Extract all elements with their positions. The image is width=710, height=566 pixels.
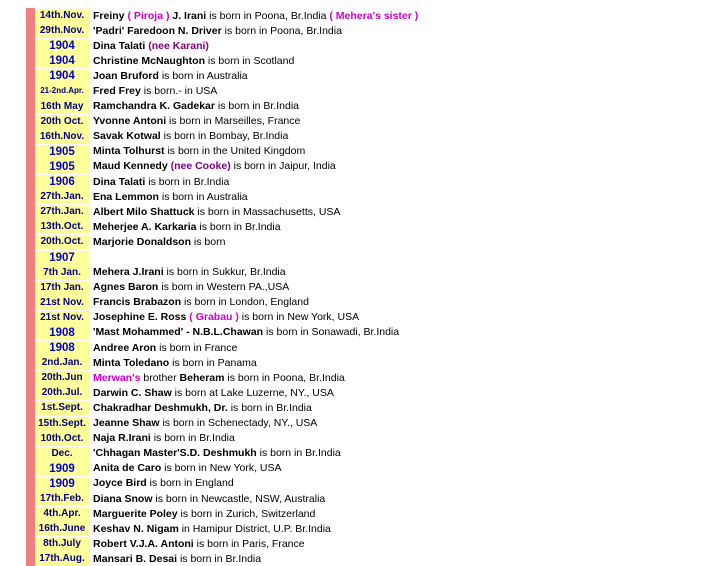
event-text-part: is born in Br.India [145,175,230,188]
timeline-row [26,551,418,566]
timeline-row [26,340,418,355]
row-marker [26,144,35,159]
event-text [89,219,418,234]
event-text-part: Andree Aron [93,341,157,354]
date-cell: 17th.Feb. [35,491,89,506]
event-text [89,144,418,159]
row-marker [26,159,35,174]
timeline-row [26,189,418,204]
event-text-part: Robert V.J.A. Antoni [93,537,194,550]
date-cell: 8th.July [35,536,89,551]
timeline-row [26,370,418,385]
event-text-part: is born in Jaipur, India [230,160,336,173]
date-cell: Dec. [35,446,89,461]
event-text-part: Ramchandra K. Gadekar [93,100,215,113]
event-text [89,385,418,400]
event-text-part: Albert Milo Shattuck [93,205,195,218]
row-marker [26,219,35,234]
event-text-part: 'Padri' Faredoon N. Driver [93,24,222,37]
event-text-part: Fred Frey [93,84,141,97]
event-text-part: Maud Kennedy [93,160,171,173]
timeline-row [26,129,418,144]
row-marker [26,416,35,431]
event-text-part: Minta Toledano [93,356,170,369]
event-text [89,265,418,280]
date-cell: 1905 [35,144,89,159]
date-cell: 17th.Aug. [35,551,89,566]
event-text-part: is born in Poona, Br.India [224,371,345,384]
date-cell: 21st Nov. [35,310,89,325]
event-text [89,250,418,265]
row-marker [26,431,35,446]
event-text [89,431,418,446]
event-text-part: in Hamipur District, U.P. Br.India [178,522,331,535]
timeline-row [26,461,418,476]
row-marker [26,461,35,476]
event-text [89,204,418,219]
timeline-row [26,416,418,431]
event-text-part: J. Irani [169,9,207,22]
date-cell: 29th.Nov. [35,23,89,38]
event-text-part: Mansari B. Desai [93,552,178,565]
event-text [89,68,418,83]
date-cell: 20th.Jun [35,370,89,385]
event-text [89,521,418,536]
event-text-part: Marguerite Poley [93,507,178,520]
date-cell: 27th.Jan. [35,204,89,219]
event-text-part: is born in Poona, Br.India [206,9,330,22]
date-cell: 4th.Apr. [35,506,89,521]
date-cell: 1908 [35,325,89,340]
timeline-row [26,355,418,370]
event-text-part: is born [191,235,226,248]
event-text-part: is born in Massachusetts, USA [194,205,341,218]
event-text-part: ( Grabau ) [189,311,239,324]
timeline-row [26,8,418,23]
event-text [89,234,418,249]
event-text-part: is born in Western PA.,USA [158,281,290,294]
event-text-part: Chakradhar Deshmukh, Dr. [93,401,228,414]
event-text-part: is born in Australia [158,69,248,82]
event-text [89,129,418,144]
timeline-row [26,144,418,159]
date-cell: 1908 [35,340,89,355]
event-text-part: Joan Bruford [93,69,159,82]
row-marker [26,234,35,249]
date-cell: 1905 [35,159,89,174]
date-cell: 21-2nd.Apr. [35,83,89,98]
event-text-part: is born in Paris, France [193,537,305,550]
event-text-part: Minta Tolhurst [93,145,165,158]
row-marker [26,476,35,491]
event-text-part: ( Mehera's sister ) [329,9,419,22]
event-text-part: is born in New York, USA [238,311,360,324]
event-text-part: Dina Talati [93,39,149,52]
event-text-part: is born in France [156,341,238,354]
row-marker [26,83,35,98]
event-text-part: is born in Newcastle, NSW, Australia [152,492,326,505]
row-marker [26,250,35,265]
event-text-part: Beheram [179,371,225,384]
event-text [89,400,418,415]
date-cell: 20th Oct. [35,114,89,129]
event-text-part: is born in Sukkur, Br.India [163,266,286,279]
event-text-part: is born in Poona, Br.India [221,24,342,37]
date-cell: 21st Nov. [35,295,89,310]
timeline-row [26,38,418,53]
event-text-part: is born in England [146,477,234,490]
event-text [89,53,418,68]
event-text-part: Merwan's [93,371,141,384]
event-text-part: Freiny [93,9,128,22]
timeline-table [26,8,418,566]
event-text [89,83,418,98]
timeline-row [26,114,418,129]
event-text-part: is born in Br.India [150,432,235,445]
row-marker [26,99,35,114]
date-cell: 27th.Jan. [35,189,89,204]
timeline-row [26,521,418,536]
event-text-part: is born in Panama [169,356,257,369]
row-marker [26,23,35,38]
event-text-part: Christine McNaughton [93,54,205,67]
date-cell: 1909 [35,461,89,476]
event-text-part: Diana Snow [93,492,153,505]
date-cell: 10th.Oct. [35,431,89,446]
event-text-part: Agnes Baron [93,281,159,294]
event-text [89,99,418,114]
event-text-part: is born in Br.India [177,552,262,565]
event-text-part: 'Mast Mohammed' - N.B.L.Chawan [93,326,264,339]
row-marker [26,265,35,280]
row-marker [26,521,35,536]
date-cell: 16th.June [35,521,89,536]
row-marker [26,310,35,325]
row-marker [26,53,35,68]
event-text [89,325,418,340]
date-cell: 13th.Oct. [35,219,89,234]
event-text-part: is born.- in USA [140,84,218,97]
row-marker [26,280,35,295]
timeline-row [26,536,418,551]
row-marker [26,174,35,189]
date-cell: 16th May [35,99,89,114]
timeline-body [26,8,418,566]
timeline-row [26,219,418,234]
event-text-part: Marjorie Donaldson [93,235,192,248]
event-text-part: is born in Br.India [214,100,300,113]
row-marker [26,370,35,385]
timeline-row [26,204,418,219]
event-text-part: brother [140,371,180,384]
row-marker [26,325,35,340]
row-marker [26,491,35,506]
date-cell: 1904 [35,68,89,83]
event-text [89,310,418,325]
row-marker [26,68,35,83]
event-text-part: is born in Bombay, Br.India [160,130,289,143]
date-cell: 20th.Jul. [35,385,89,400]
row-marker [26,129,35,144]
event-text [89,551,418,566]
event-text-part: is born at Lake Luzerne, NY., USA [171,386,334,399]
row-marker [26,114,35,129]
row-marker [26,38,35,53]
event-text-part: Savak Kotwal [93,130,161,143]
timeline-row [26,265,418,280]
event-text-part: ( Piroja ) [127,9,170,22]
event-text [89,189,418,204]
timeline-row [26,280,418,295]
event-text [89,476,418,491]
event-text-part: Josephine E. Ross [93,311,190,324]
date-cell: 1904 [35,53,89,68]
event-text-part: is born in New York, USA [161,462,282,475]
timeline-row [26,68,418,83]
timeline-row [26,83,418,98]
event-text-part: is born in Marseilles, France [166,115,301,128]
date-cell: 1st.Sept. [35,400,89,415]
timeline-row [26,491,418,506]
timeline-row [26,310,418,325]
row-marker [26,506,35,521]
timeline-row [26,446,418,461]
row-marker [26,446,35,461]
event-text-part: is born in Australia [158,190,248,203]
timeline-row [26,174,418,189]
row-marker [26,295,35,310]
event-text [89,446,418,461]
row-marker [26,8,35,23]
event-text [89,506,418,521]
date-cell: 1909 [35,476,89,491]
event-text-part: Dina Talati [93,175,146,188]
date-cell: 14th.Nov. [35,8,89,23]
timeline-row [26,476,418,491]
event-text [89,280,418,295]
date-cell: 20th.Oct. [35,234,89,249]
event-text [89,355,418,370]
date-cell: 17th Jan. [35,280,89,295]
event-text-part: is born in Br.India [196,220,281,233]
timeline-row [26,159,418,174]
row-marker [26,355,35,370]
event-text [89,461,418,476]
row-marker [26,400,35,415]
event-text-part: (nee Karani) [148,39,209,52]
event-text [89,536,418,551]
timeline-row [26,431,418,446]
date-cell: 1906 [35,174,89,189]
event-text-part: 'Chhagan Master'S.D. Deshmukh [93,447,257,460]
event-text [89,295,418,310]
event-text [89,416,418,431]
event-text-part: is born in Schenectady, NY., USA [159,417,318,430]
event-text [89,174,418,189]
event-text-part: Yvonne Antoni [93,115,167,128]
event-text-part: is born in Br.India [256,447,341,460]
event-text [89,340,418,355]
row-marker [26,340,35,355]
event-text [89,8,418,23]
event-text-part: Darwin C. Shaw [93,386,172,399]
event-text-part: is born in London, England [181,296,309,309]
date-cell: 1907 [35,250,89,265]
timeline-row [26,99,418,114]
event-text [89,23,418,38]
event-text-part: is born in Sonawadi, Br.India [263,326,400,339]
event-text-part: Joyce Bird [93,477,147,490]
event-text-part: Ena Lemmon [93,190,159,203]
event-text [89,114,418,129]
event-text-part: Francis Brabazon [93,296,182,309]
timeline-row [26,250,418,265]
event-text-part: is born in Scotland [205,54,295,67]
row-marker [26,189,35,204]
event-text [89,159,418,174]
event-text-part: Naja R.Irani [93,432,151,445]
timeline-row [26,295,418,310]
event-text [89,370,418,385]
timeline-row [26,234,418,249]
timeline-row [26,325,418,340]
event-text-part: is born in Zurich, Switzerland [177,507,316,520]
row-marker [26,204,35,219]
event-text [89,38,418,53]
row-marker [26,551,35,566]
date-cell: 16th.Nov. [35,129,89,144]
event-text-part: is born in Br.India [227,401,312,414]
timeline-row [26,506,418,521]
event-text-part: Keshav N. Nigam [93,522,179,535]
date-cell: 2nd.Jan. [35,355,89,370]
event-text-part: is born in the United Kingdom [164,145,306,158]
event-text-part: (nee Cooke) [170,160,231,173]
event-text [89,491,418,506]
event-text-part: Mehera J.Irani [93,266,164,279]
date-cell: 7th Jan. [35,265,89,280]
event-text-part: Anita de Caro [93,462,162,475]
timeline-row [26,53,418,68]
date-cell: 15th.Sept. [35,416,89,431]
event-text-part: Jeanne Shaw [93,417,160,430]
date-cell: 1904 [35,38,89,53]
row-marker [26,536,35,551]
event-text-part: Meherjee A. Karkaria [93,220,197,233]
timeline-row [26,385,418,400]
timeline-row [26,23,418,38]
timeline-row [26,400,418,415]
row-marker [26,385,35,400]
